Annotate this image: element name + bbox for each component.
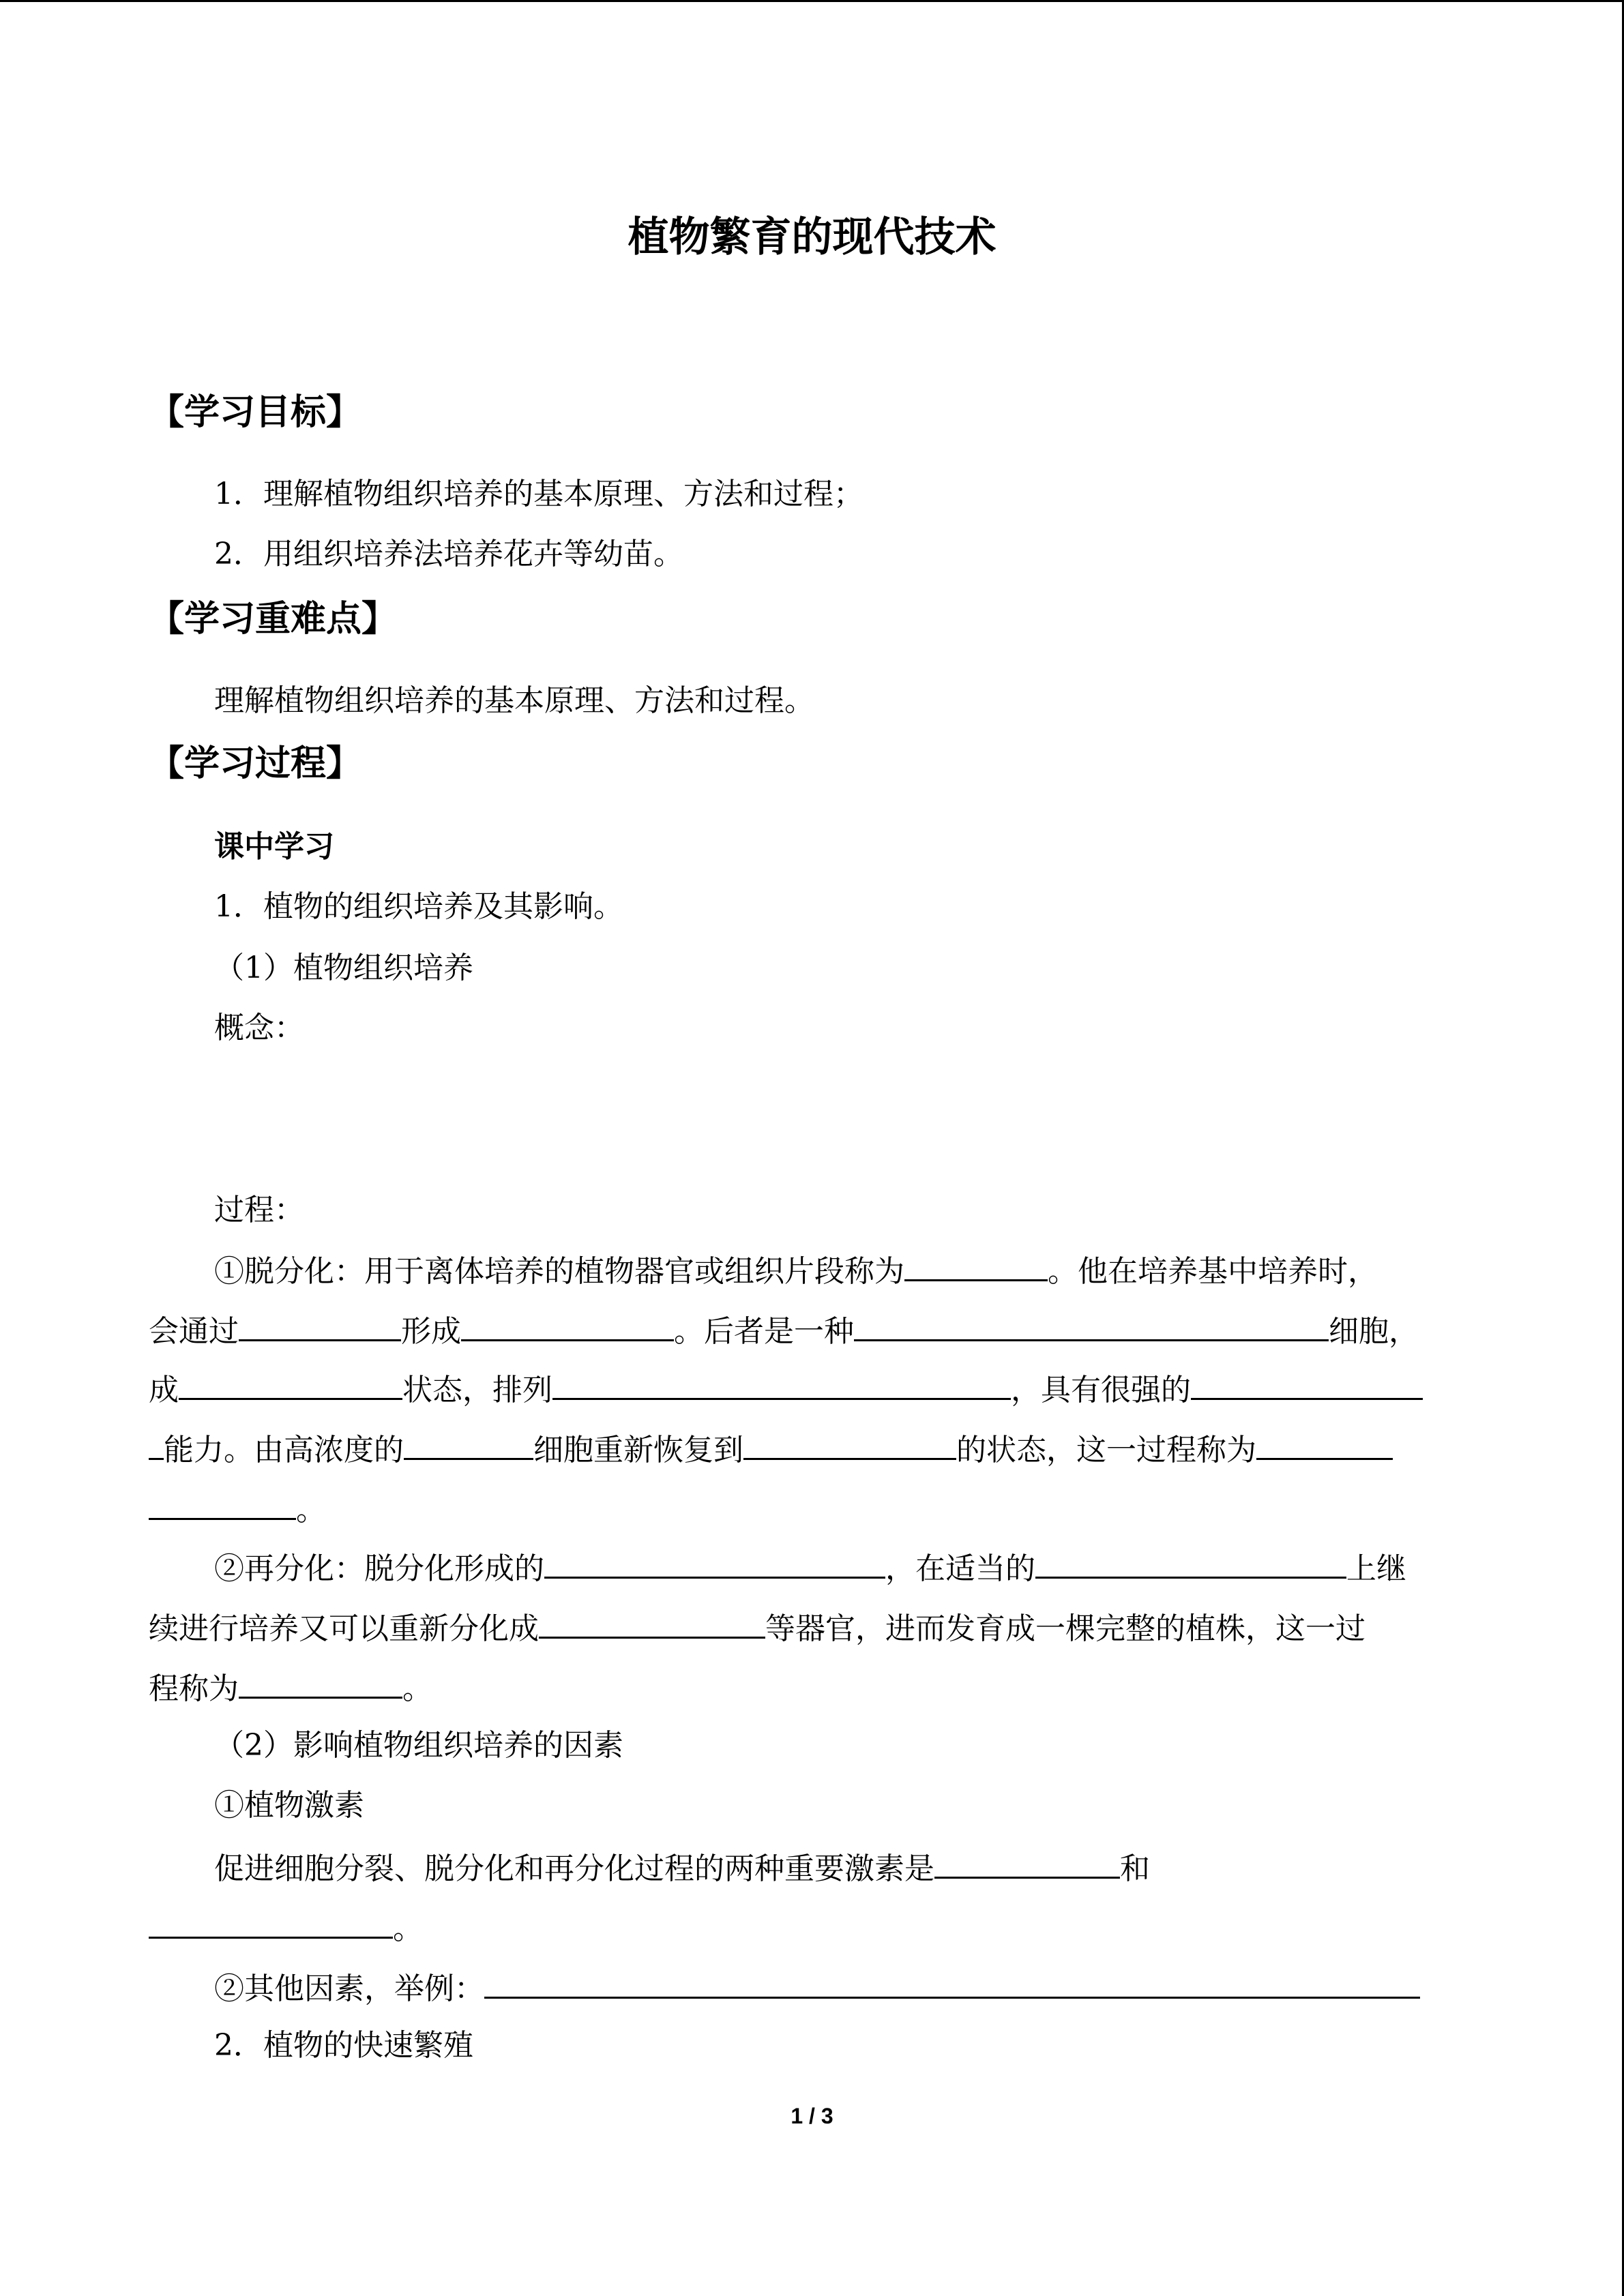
page-top-border [0,0,1624,2]
blank-hormone-2[interactable] [149,1905,393,1939]
dediff-line-3: 成 状态，排列 ，具有很强的 [149,1367,1423,1411]
key-points-heading: 【学习重难点】 [149,599,398,640]
page-number: 1 / 3 [791,2104,833,2128]
blank-dediff-name[interactable] [1256,1427,1393,1460]
hormone-label: ①植物激素 [214,1788,364,1823]
other-factors-line: ②其他因素，举例： [214,1965,1420,2010]
blank-explant[interactable] [904,1248,1048,1281]
key-points-text: 理解植物组织培养的基本原理、方法和过程。 [214,683,814,718]
sub-item-2: （2）影响植物组织培养的因素 [214,1728,623,1763]
hormone-line-2: 。 [149,1905,423,1950]
rediff-line-1: ②再分化：脱分化形成的 ，在适当的 上继 [214,1545,1406,1590]
subheading-in-class: 课中学习 [214,829,334,864]
blank-ability[interactable] [1191,1367,1423,1400]
blank-medium[interactable] [1035,1545,1346,1579]
blank-callus[interactable] [461,1308,674,1341]
blank-differentiated[interactable] [404,1427,533,1460]
dediff-line-1: ①脱分化：用于离体培养的植物器官或组织片段称为 。他在培养基中培养时， [214,1248,1378,1292]
blank-organs[interactable] [539,1605,765,1639]
document-title: 植物繁育的现代技术 [628,213,996,261]
blank-rediff-name[interactable] [239,1665,402,1699]
concept-label: 概念： [214,1011,304,1045]
process-label: 过程： [214,1193,304,1227]
blank-ability-cont[interactable] [149,1427,164,1460]
blank-other-factors[interactable] [484,1965,1420,1999]
blank-arrangement[interactable] [552,1367,1011,1400]
goals-heading: 【学习目标】 [149,392,362,433]
item-2: 2．植物的快速繁殖 [214,2028,473,2063]
item-1: 1．植物的组织培养及其影响。 [214,889,623,924]
blank-undifferentiated[interactable] [743,1427,956,1460]
blank-state[interactable] [179,1367,402,1400]
process-heading: 【学习过程】 [149,743,362,784]
goal-item-1: 1．理解植物组织培养的基本原理、方法和过程； [214,477,863,511]
dediff-line-2: 会通过 形成 。后者是一种 细胞， [149,1308,1419,1352]
rediff-line-3: 程称为 。 [149,1665,432,1710]
goal-item-2: 2．用组织培养法培养花卉等幼苗。 [214,537,683,571]
rediff-line-2: 续进行培养又可以重新分化成 等器官，进而发育成一棵完整的植株，这一过 [149,1605,1365,1650]
dediff-line-5: 。 [149,1487,326,1531]
sub-item-1: （1）植物组织培养 [214,951,473,985]
blank-cell-type[interactable] [854,1308,1329,1341]
hormone-line-1: 促进细胞分裂、脱分化和再分化过程的两种重要激素是 和 [214,1845,1150,1890]
blank-dediff-process[interactable] [239,1308,401,1341]
blank-rediff-material[interactable] [544,1545,885,1579]
blank-hormone-1[interactable] [934,1845,1120,1879]
blank-dediff-name-cont[interactable] [149,1487,296,1520]
dediff-line-4: 能力。由高浓度的 细胞重新恢复到 的状态，这一过程称为 [149,1427,1393,1471]
